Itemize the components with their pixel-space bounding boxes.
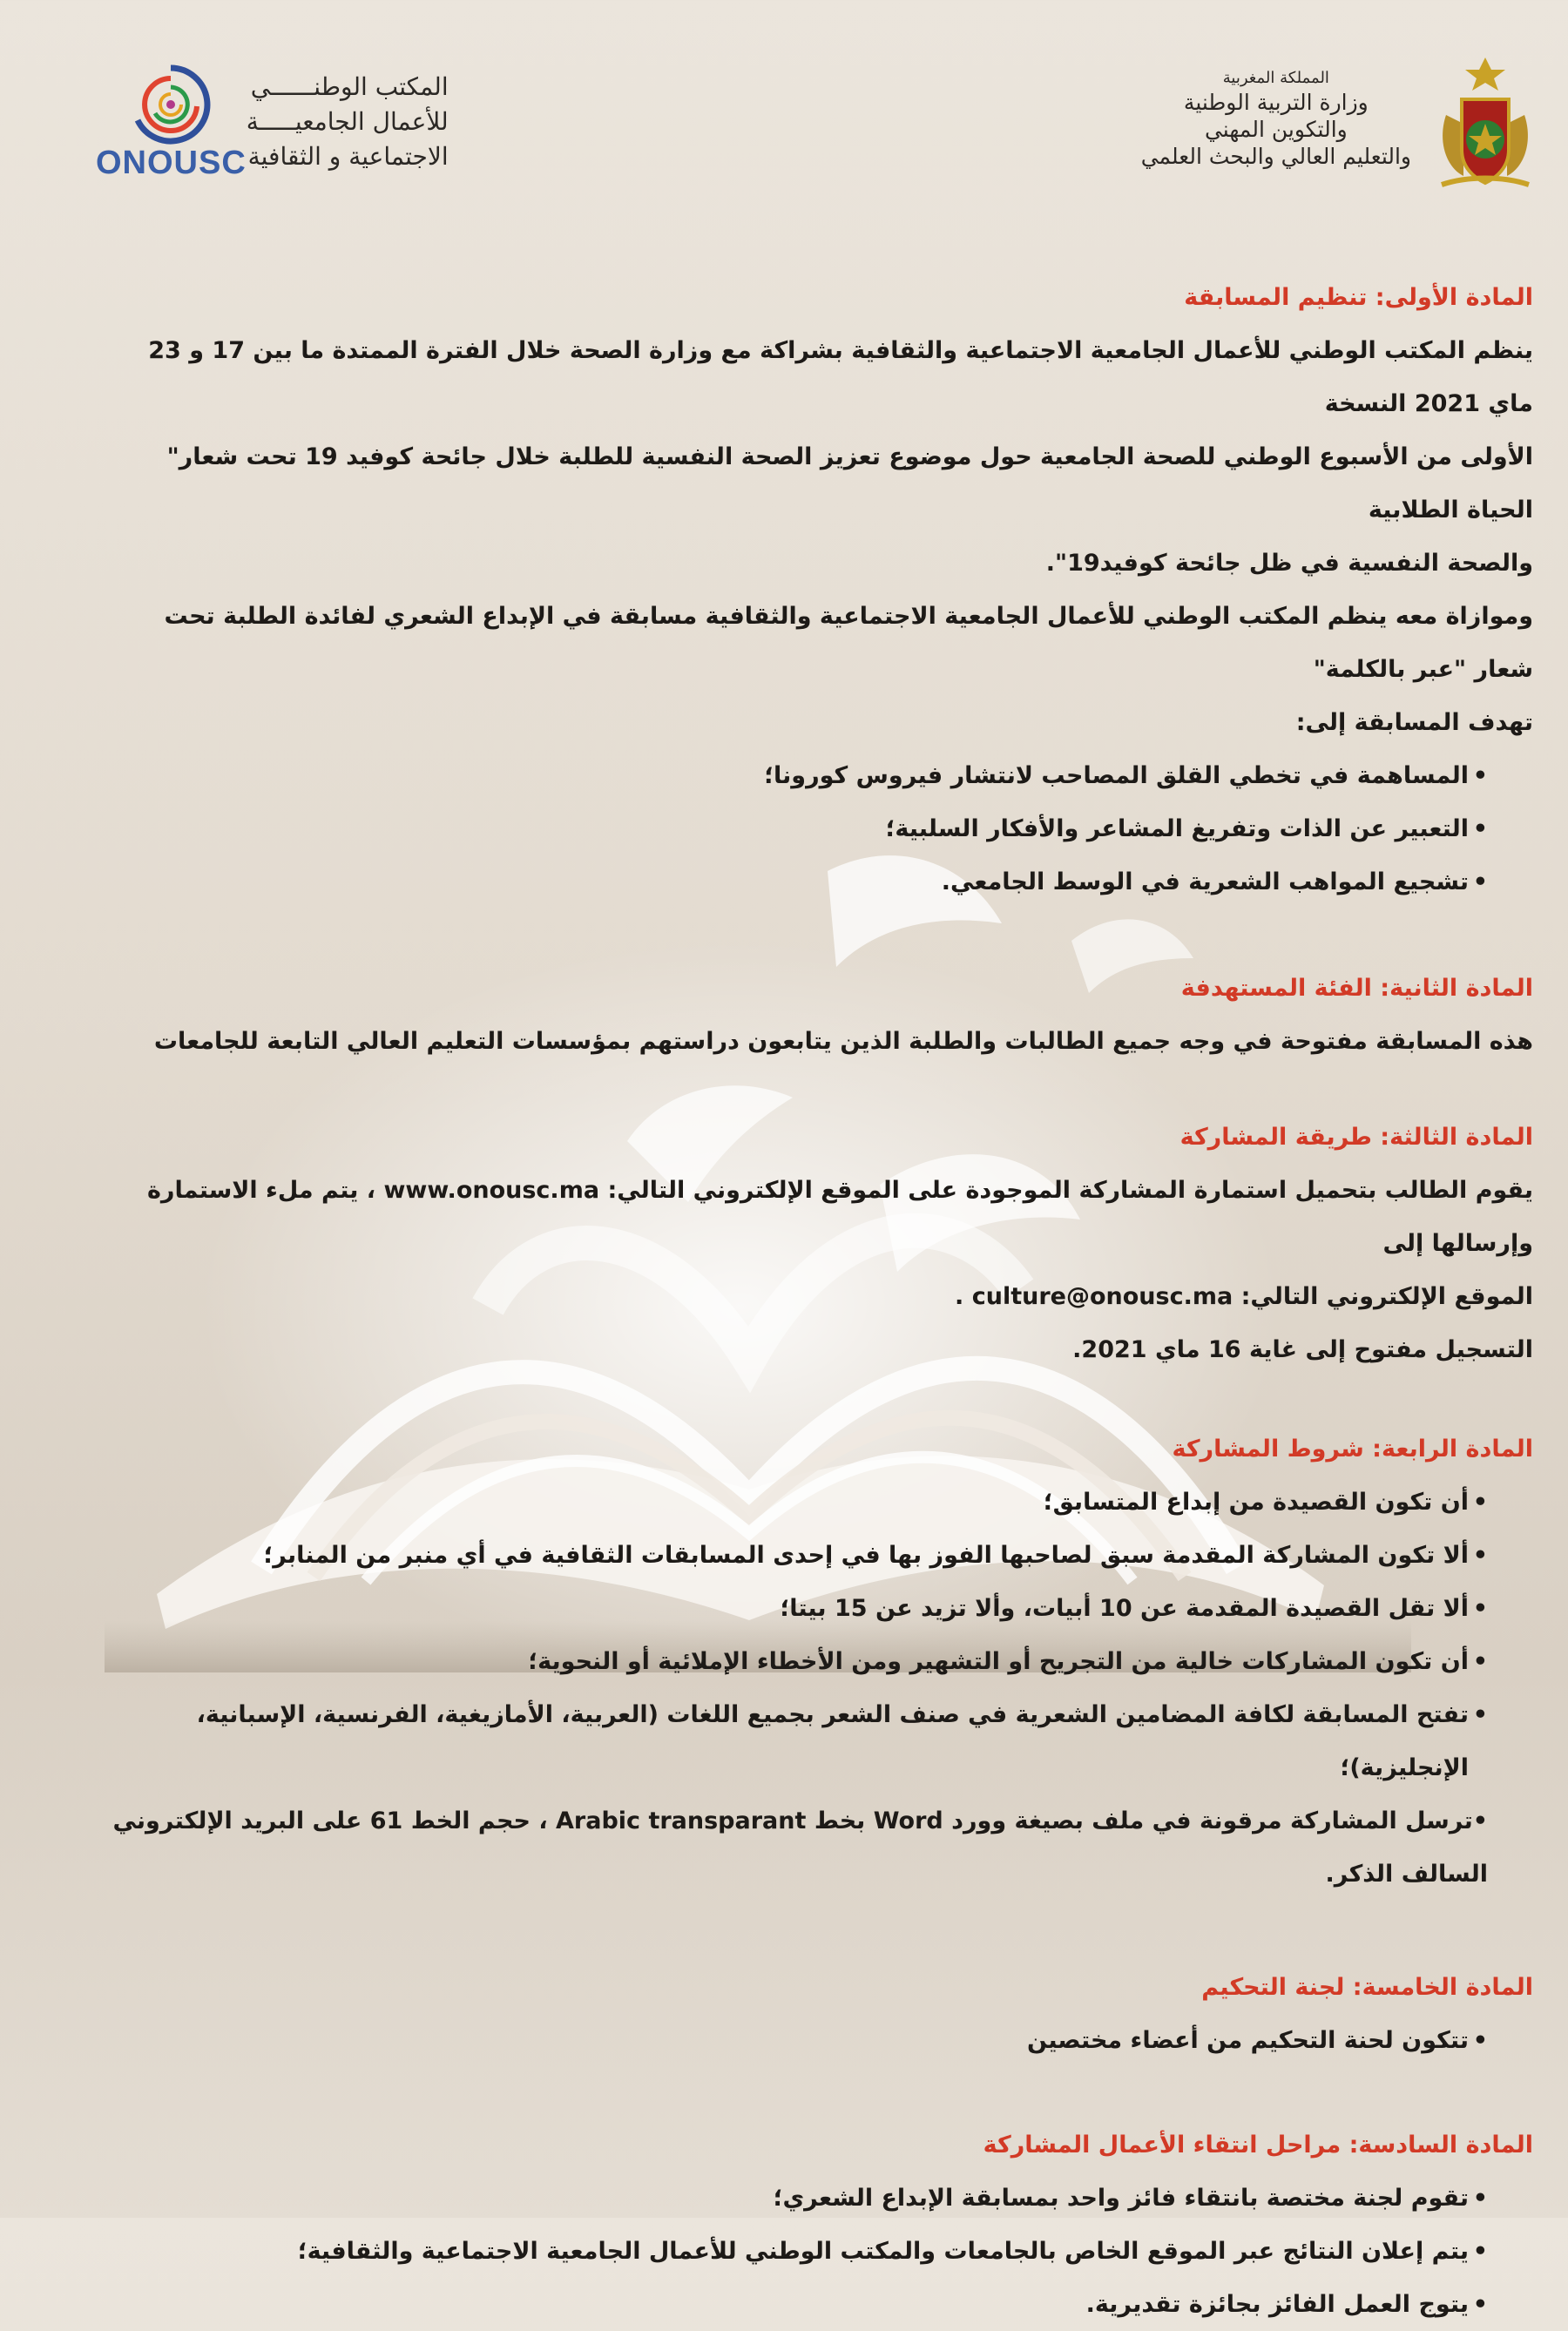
section-3-paragraph-1 — [103, 1164, 1533, 1270]
section-4-last-condition — [103, 1794, 1533, 1901]
ministry-logo-block — [1141, 54, 1542, 193]
ministry-name — [1141, 68, 1411, 170]
section-5-jury-list — [103, 2014, 1533, 2067]
section-4-word-label: Word — [873, 1807, 943, 1834]
page-header — [0, 0, 1568, 226]
section-4-conditions-list — [103, 1476, 1533, 1794]
section-3-paragraph-3: التسجيل مفتوح إلى غاية 16 ماي 2021. — [1072, 1336, 1533, 1363]
ministry-line-4: والتعليم العالي والبحث العلمي — [1140, 144, 1411, 169]
section-6 — [103, 2128, 1533, 2331]
ministry-line-2: وزارة التربية الوطنية — [1183, 90, 1369, 115]
section-2-title: المادة الثانية: الفئة المستهدفة — [1180, 975, 1533, 1002]
list-item: • تتكون لحنة التحكيم من أعضاء مختصين — [103, 2014, 1488, 2067]
section-1-paragraph-1: ينظم المكتب الوطني للأعمال الجامعية الاجتماعية والثقافية بشراكة مع وزارة الصحة خلال الفترة الممتدة ما بين 17 و 23 ماي 2021 النسخة — [148, 337, 1533, 417]
section-4-last-text-b: بخط — [814, 1807, 866, 1834]
list-item: • المساهمة في تخطي القلق المصاحب لانتشار فيروس كورونا؛ — [103, 749, 1488, 802]
onousc-logo-block — [96, 61, 488, 182]
onousc-acronym: ONOUSC — [96, 145, 247, 181]
section-5 — [103, 1970, 1533, 2067]
section-2 — [103, 971, 1533, 1068]
list-item: • التعبير عن الذات وتفريغ المشاعر والأفكار السلبية؛ — [103, 802, 1488, 855]
onousc-arabic-name — [247, 70, 449, 174]
list-item: • تقوم لجنة مختصة بانتقاء فائز واحد بمسابقة الإبداع الشعري؛ — [103, 2172, 1488, 2225]
list-item: • يتم إعلان النتائج عبر الموقع الخاص بالجامعات والمكتب الوطني للأعمال الجامعية الاجتماعية والثقافية؛ — [103, 2225, 1488, 2278]
list-item: • تشجيع المواهب الشعرية في الوسط الجامعي. — [103, 855, 1488, 909]
email-link[interactable]: culture@onousc.ma — [971, 1283, 1233, 1310]
onousc-line-3: الاجتماعية و الثقافية — [247, 141, 449, 171]
section-1-title: المادة الأولى: تنظيم المسابقة — [1184, 284, 1533, 311]
section-1-paragraph-2: الأولى من الأسبوع الوطني للصحة الجامعية حول موضوع تعزيز الصحة النفسية للطلبة خلال جائحة كوفيد 19 تحت شعار" الحياة الطلابية — [166, 443, 1533, 524]
onousc-line-2: للأعمال الجامعيـــــة — [246, 106, 449, 136]
section-4-title: المادة الرابعة: شروط المشاركة — [1172, 1436, 1533, 1463]
section-5-title: المادة الخامسة: لجنة التحكيم — [1201, 1974, 1533, 2001]
section-4 — [103, 1432, 1533, 1901]
ministry-line-3: والتكوين المهني — [1204, 117, 1348, 142]
bullet-dot: • — [1472, 1807, 1488, 1834]
list-item: • يتوج العمل الفائز بجائزة تقديرية. — [103, 2278, 1488, 2331]
list-item: • تفتح المسابقة لكافة المضامين الشعرية في صنف الشعر بجميع اللغات (العربية، الأمازيغية، الفرنسية، الإسبانية، الإنجليزية)؛ — [103, 1688, 1488, 1794]
section-3-text-b: ، يتم ملء الاستمارة وإرسالها إلى — [146, 1177, 1533, 1257]
section-1-goals-list — [103, 749, 1533, 909]
section-3-paragraph-2 — [103, 1270, 1533, 1323]
website-link[interactable]: www.onousc.ma — [383, 1177, 600, 1204]
onousc-logo — [96, 61, 247, 182]
list-item: • ألا تقل القصيدة المقدمة عن 10 أبيات، وألا تزيد عن 15 بيتا؛ — [103, 1582, 1488, 1635]
section-4-last-text-a: ترسل المشاركة مرقونة في ملف بصيغة وورد — [951, 1807, 1473, 1834]
ministry-line-1: المملكة المغربية — [1222, 69, 1329, 87]
list-item: • أن تكون القصيدة من إبداع المتسابق؛ — [103, 1476, 1488, 1529]
section-6-selection-list — [103, 2172, 1533, 2331]
section-3-text-c: الموقع الإلكتروني التالي: — [1240, 1283, 1533, 1310]
section-3-text-a: يقوم الطالب بتحميل استمارة المشاركة الموجودة على الموقع الإلكتروني التالي: — [607, 1177, 1533, 1204]
section-1-paragraph-4: وموازاة معه ينظم المكتب الوطني للأعمال الجامعية الاجتماعية والثقافية مسابقة في الإبداع الشعري لفائدة الطلبة تحت شعار "عبر بالكلمة" — [164, 603, 1533, 683]
list-item: • ألا تكون المشاركة المقدمة سبق لصاحبها الفوز بها في إحدى المسابقات الثقافية في أي منبر من المنابر؛ — [103, 1529, 1488, 1582]
moroccan-coat-of-arms-icon — [1429, 54, 1542, 193]
section-4-font-name: Arabic transparant — [556, 1807, 807, 1834]
regulations-content — [103, 280, 1533, 2331]
section-1 — [103, 280, 1533, 909]
onousc-circles-icon — [127, 61, 214, 148]
section-3-text-d: . — [955, 1283, 964, 1310]
list-item: • أن تكون المشاركات خالية من التجريح أو التشهير ومن الأخطاء الإملائية أو النحوية؛ — [103, 1635, 1488, 1688]
section-1-paragraph-5: تهدف المسابقة إلى: — [1295, 709, 1533, 736]
onousc-line-1: المكتب الوطنــــــي — [250, 71, 449, 101]
section-4-last-text-c: ، حجم الخط 61 على البريد الإلكتروني السالف الذكر. — [112, 1807, 1488, 1888]
section-6-title: المادة السادسة: مراحل انتقاء الأعمال المشاركة — [983, 2132, 1533, 2159]
section-3-title: المادة الثالثة: طريقة المشاركة — [1179, 1124, 1533, 1151]
section-3 — [103, 1120, 1533, 1376]
section-2-paragraph-1: هذه المسابقة مفتوحة في وجه جميع الطالبات والطلبة الذين يتابعون دراستهم بمؤسسات التعليم العالي التابعة للجامعات — [153, 1028, 1533, 1055]
section-1-paragraph-3: والصحة النفسية في ظل جائحة كوفيد19". — [1045, 550, 1533, 577]
